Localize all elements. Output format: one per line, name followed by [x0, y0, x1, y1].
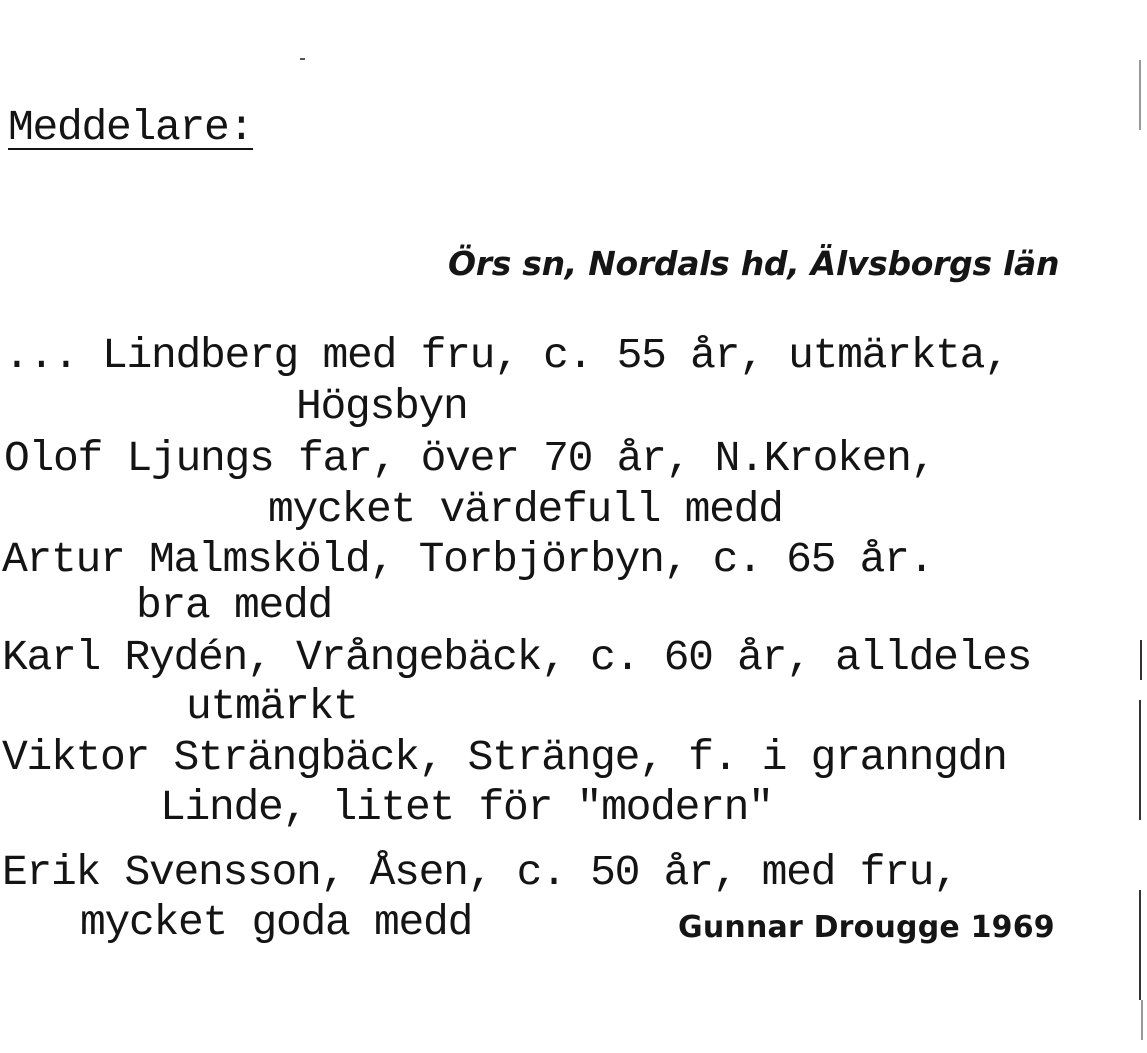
scan-speck [300, 58, 305, 60]
location-stamp: Örs sn, Nordals hd, Älvsborgs län [448, 244, 1060, 283]
informant-line: mycket värdefull medd [268, 485, 783, 534]
card-edge-line [1139, 890, 1141, 1000]
card-edge-line [1141, 1000, 1143, 1040]
informant-line: Artur Malmsköld, Torbjörbyn, c. 65 år. [2, 535, 934, 584]
card-edge-line [1140, 640, 1142, 680]
informant-line: Viktor Strängbäck, Stränge, f. i granngdn [2, 733, 1007, 782]
card-heading: Meddelare: [8, 103, 254, 152]
informant-line: utmärkt [186, 682, 358, 731]
informant-line: Högsbyn [296, 382, 468, 431]
informant-line: bra medd [136, 581, 333, 630]
card-edge-line [1139, 700, 1141, 820]
informant-line: Karl Rydén, Vrångebäck, c. 60 år, alldeles [2, 633, 1032, 682]
informant-line: Olof Ljungs far, över 70 år, N.Kroken, [4, 434, 936, 483]
card-edge-line [1139, 60, 1141, 130]
informant-line: mycket goda medd [80, 898, 473, 947]
informant-line: ... Lindberg med fru, c. 55 år, utmärkta, [4, 331, 1009, 380]
signature-stamp: Gunnar Drougge 1969 [678, 910, 1055, 945]
informant-line: Linde, litet för "modern" [160, 783, 773, 832]
informant-line: Erik Svensson, Åsen, c. 50 år, med fru, [2, 848, 958, 897]
